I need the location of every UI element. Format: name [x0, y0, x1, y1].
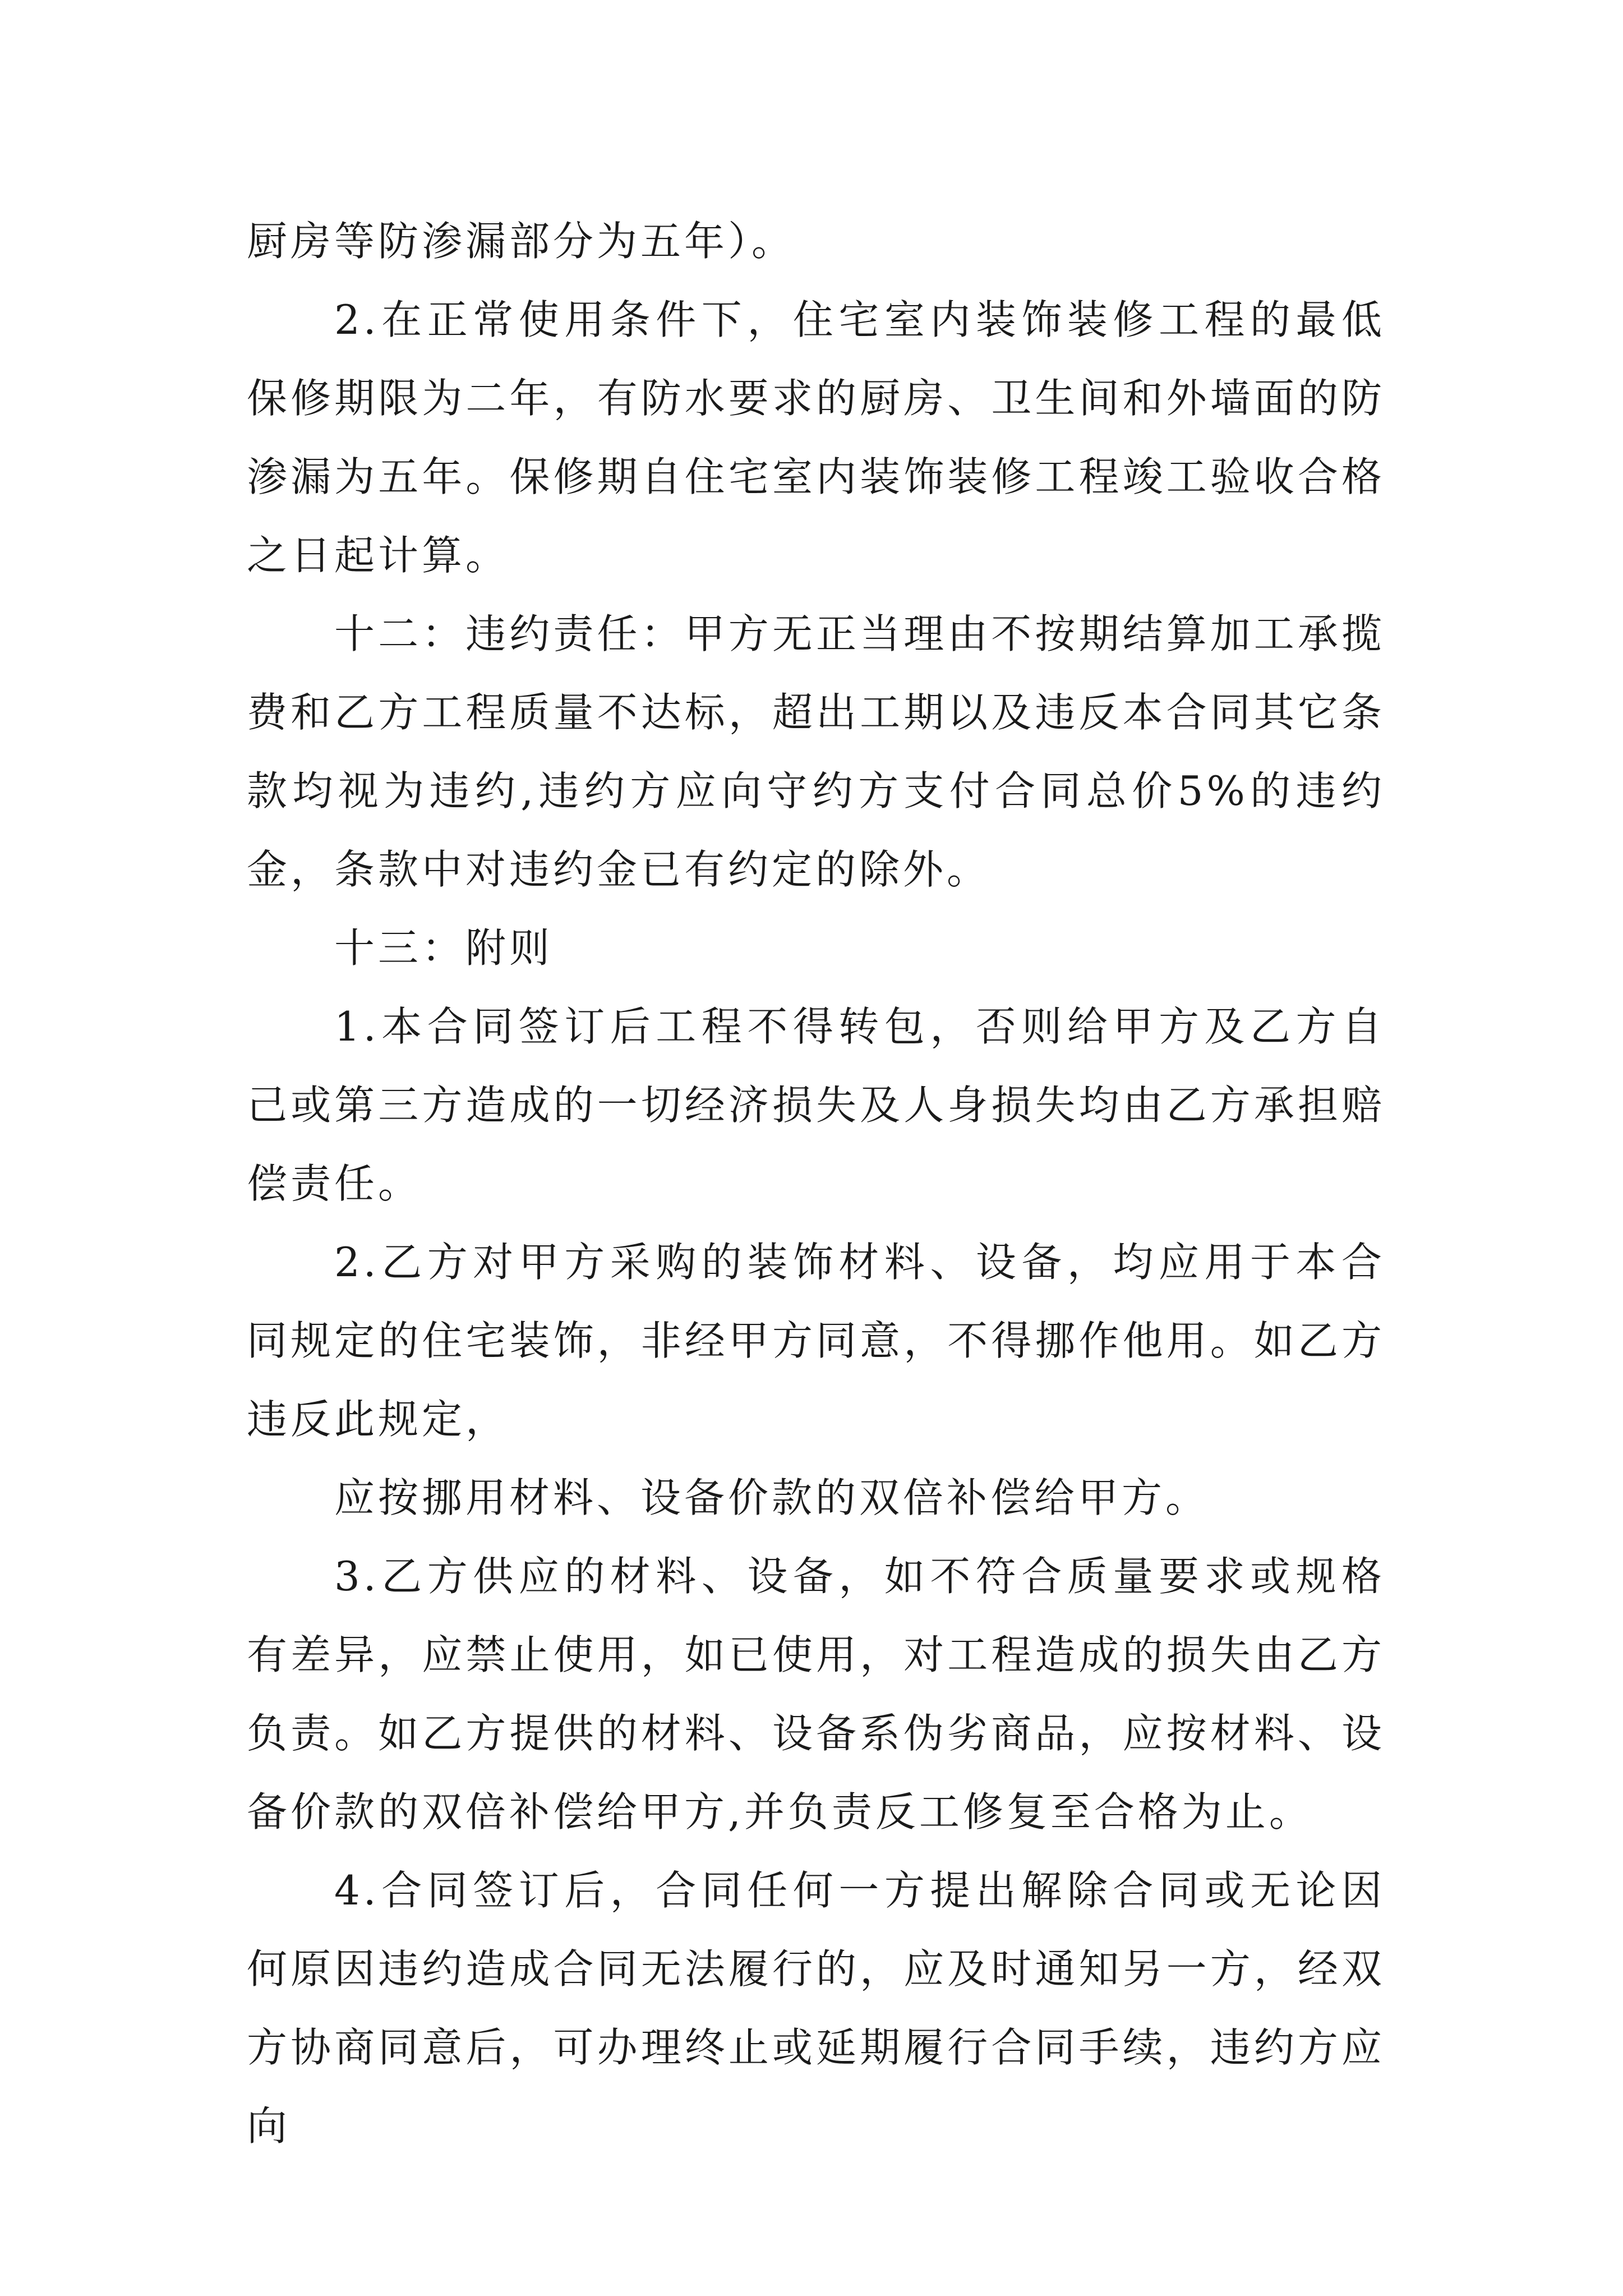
paragraph-warranty-period: 2.在正常使用条件下，住宅室内装饰装修工程的最低保修期限为二年，有防水要求的厨房、卫生间和外墙面的防渗漏为五年。保修期自住宅室内装饰装修工程竣工验收合格之日起计算。 [247, 296, 1385, 579]
paragraph-appendix-item-1: 1.本合同签订后工程不得转包，否则给甲方及乙方自己或第三方造成的一切经济损失及人身损失均由乙方承担赔偿责任。 [247, 1003, 1385, 1207]
paragraph-warranty-continued: 厨房等防渗漏部分为五年）。 [247, 218, 796, 265]
paragraph-appendix-item-3: 3.乙方供应的材料、设备，如不符合质量要求或规格有差异，应禁止使用，如已使用，对工程造成的损失由乙方负责。如乙方提供的材料、设备系伪劣商品，应按材料、设备价款的双倍补偿给甲方,并负责反工修复至合格为止。 [247, 1553, 1385, 1835]
paragraph-appendix-item-2-continued: 应按挪用材料、设备价款的双倍补偿给甲方。 [334, 1474, 1210, 1521]
paragraph-appendix-heading: 十三：附则 [334, 924, 554, 972]
paragraph-breach-liability: 十二：违约责任：甲方无正当理由不按期结算加工承揽费和乙方工程质量不达标，超出工期以及违反本合同其它条款均视为违约,违约方应向守约方支付合同总价5%的违约金，条款中对违约金已有约定的除外。 [247, 610, 1385, 893]
paragraph-appendix-item-2: 2.乙方对甲方采购的装饰材料、设备，均应用于本合同规定的住宅装饰，非经甲方同意，不得挪作他用。如乙方违反此规定， [247, 1239, 1385, 1443]
document-body [247, 202, 1385, 2165]
paragraph-appendix-item-4: 4.合同签订后，合同任何一方提出解除合同或无论因何原因违约造成合同无法履行的，应及时通知另一方，经双方协商同意后，可办理终止或延期履行合同手续，违约方应向 [247, 1867, 1385, 2150]
